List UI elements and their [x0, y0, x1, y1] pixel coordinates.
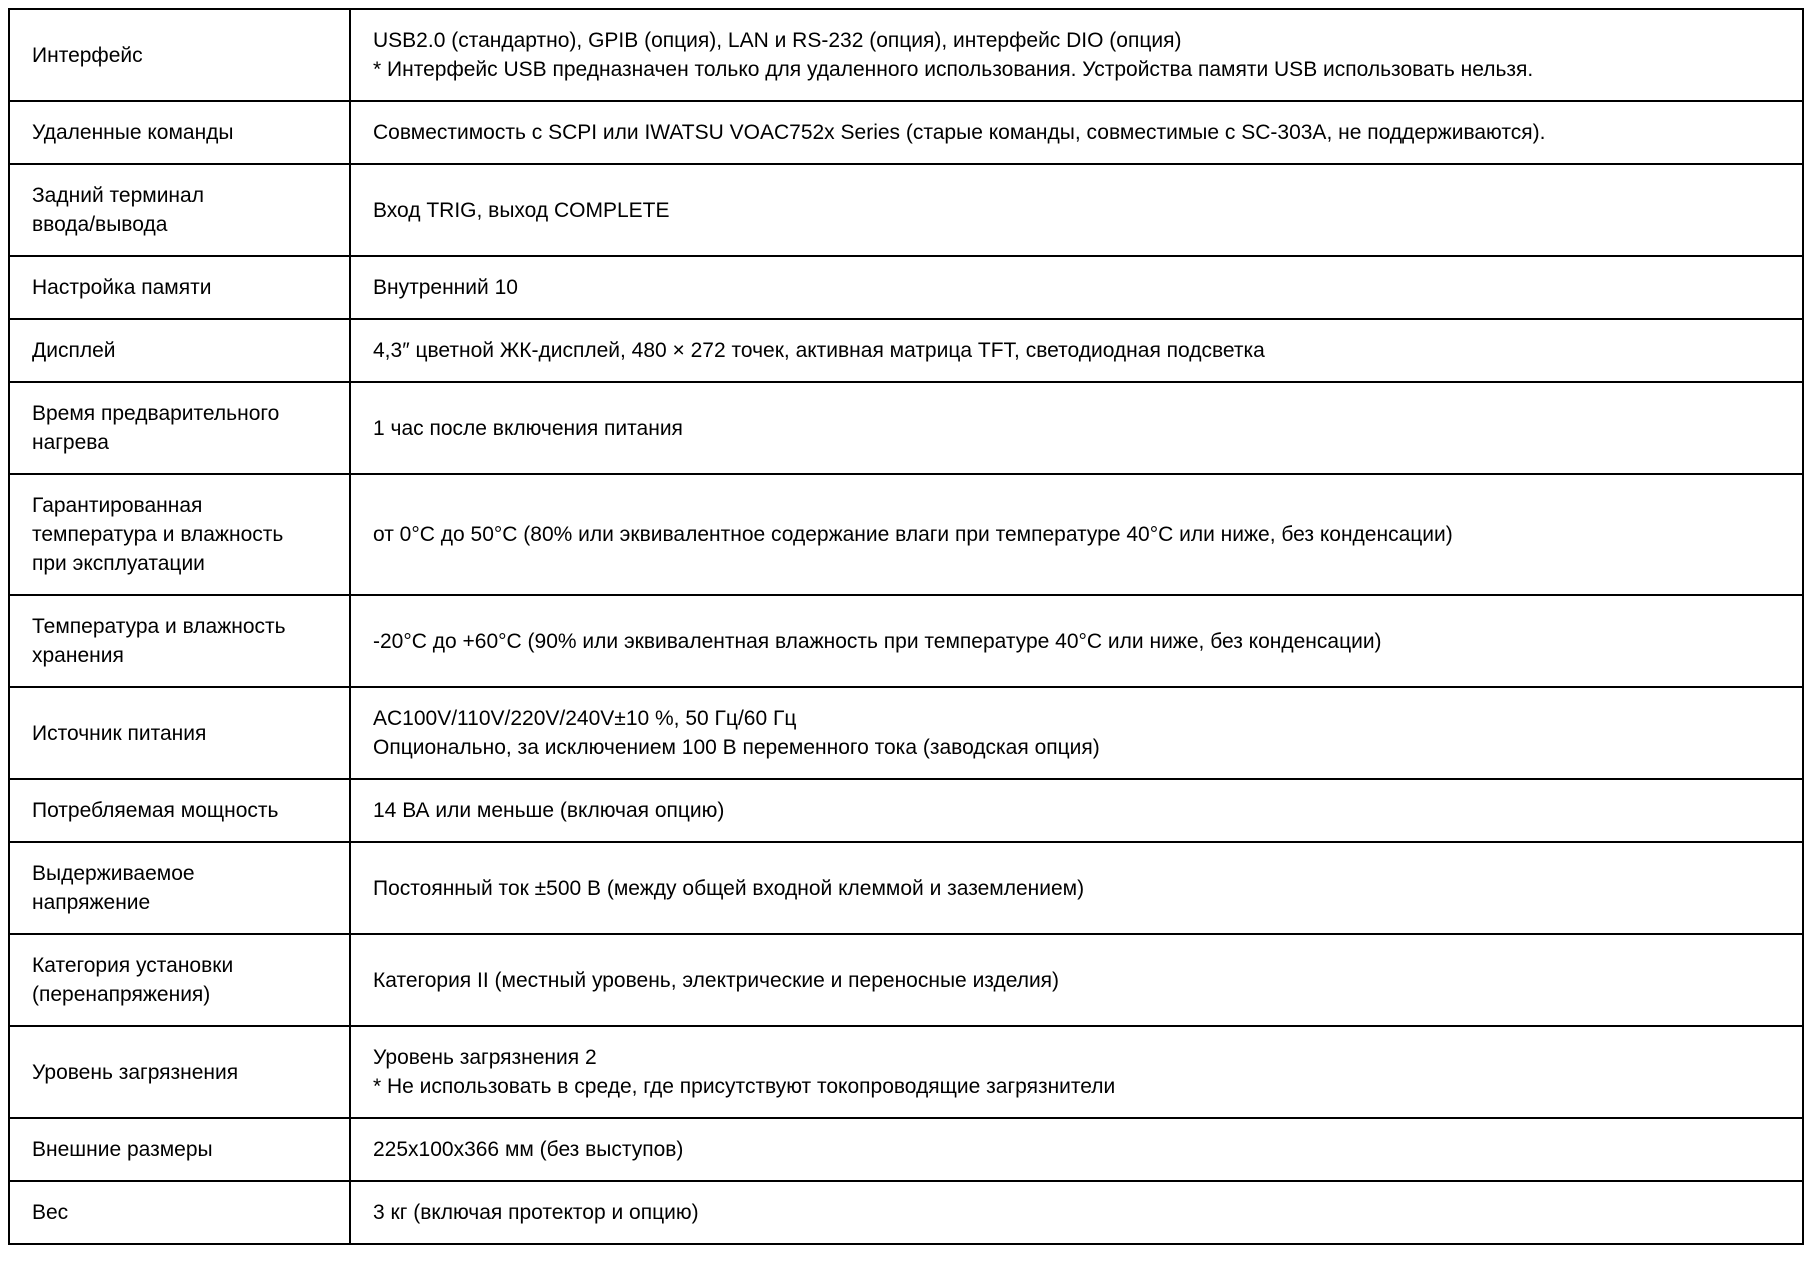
table-row — [9, 164, 1803, 256]
parameter-value-cell — [350, 1118, 1803, 1181]
parameter-value-line: * Не использовать в среде, где присутствуют токопроводящие загрязнители — [373, 1075, 1116, 1098]
parameter-name-line: нагрева — [32, 431, 109, 454]
parameter-value-cell — [350, 101, 1803, 164]
parameter-name-line: напряжение — [32, 891, 151, 914]
table-row — [9, 1026, 1803, 1118]
parameter-name-cell — [9, 1026, 350, 1118]
parameter-value-line: USB2.0 (стандартно), GPIB (опция), LAN и RS-232 (опция), интерфейс DIO (опция) — [373, 29, 1182, 52]
parameter-value-line: Вход TRIG, выход COMPLETE — [373, 198, 670, 222]
parameter-name-line: Внешние размеры — [32, 1138, 213, 1161]
parameter-value-line: Внутренний 10 — [373, 276, 518, 299]
parameter-value-cell — [350, 595, 1803, 687]
parameter-value-line: * Интерфейс USB предназначен только для удаленного использования. Устройства памяти USB использовать нельзя. — [373, 58, 1534, 81]
parameter-name-cell — [9, 595, 350, 687]
parameter-name-line: Выдерживаемое — [32, 862, 195, 885]
specification-table-body — [9, 9, 1803, 1244]
table-row — [9, 687, 1803, 779]
parameter-name-cell — [9, 474, 350, 595]
parameter-name-line: при эксплуатации — [32, 552, 205, 575]
table-row — [9, 934, 1803, 1026]
parameter-name-line: Настройка памяти — [32, 276, 212, 299]
parameter-value-line: Совместимость с SCPI или IWATSU VOAC752x Series (старые команды, совместимые с SC-303A, не поддерживаются). — [373, 121, 1546, 144]
parameter-value-line: AC100V/110V/220V/240V±10 %, 50 Гц/60 Гц — [373, 707, 797, 730]
parameter-name-line: Дисплей — [32, 339, 116, 362]
parameter-name-line: Задний терминал — [32, 184, 204, 207]
parameter-name-cell — [9, 382, 350, 474]
specification-table — [8, 8, 1804, 1245]
table-row — [9, 1118, 1803, 1181]
parameter-name-cell — [9, 319, 350, 382]
parameter-name-line: Температура и влажность — [32, 615, 286, 638]
parameter-name-line: хранения — [32, 644, 124, 667]
parameter-value-line: Категория II (местный уровень, электрические и переносные изделия) — [373, 968, 1060, 992]
parameter-name-line: Вес — [32, 1201, 69, 1224]
parameter-name-cell — [9, 101, 350, 164]
parameter-name-line: Удаленные команды — [32, 121, 234, 144]
parameter-value-line: от 0°C до 50°C (80% или эквивалентное содержание влаги при температуре 40°C или ниже, без конденсации) — [373, 523, 1453, 546]
table-row — [9, 319, 1803, 382]
parameter-name-line: Уровень загрязнения — [32, 1060, 239, 1084]
parameter-value-cell — [350, 779, 1803, 842]
parameter-name-line: Гарантированная — [32, 494, 203, 517]
parameter-value-cell — [350, 474, 1803, 595]
parameter-value-line: Опционально, за исключением 100 В переменного тока (заводская опция) — [373, 736, 1100, 759]
parameter-name-line: Источник питания — [32, 721, 207, 745]
table-row — [9, 474, 1803, 595]
parameter-value-line: 1 час после включения питания — [373, 416, 683, 440]
parameter-value-cell — [350, 842, 1803, 934]
parameter-value-line: Постоянный ток ±500 В (между общей входной клеммой и заземлением) — [373, 876, 1085, 900]
parameter-name-line: Категория установки — [32, 954, 234, 977]
table-row — [9, 101, 1803, 164]
parameter-value-line: Уровень загрязнения 2 — [373, 1046, 597, 1069]
parameter-name-line: Интерфейс — [32, 43, 143, 67]
parameter-value-line: 14 ВА или меньше (включая опцию) — [373, 799, 725, 822]
table-row — [9, 382, 1803, 474]
parameter-value-line: -20°C до +60°C (90% или эквивалентная влажность при температуре 40°C или ниже, без конденсации) — [373, 629, 1382, 653]
parameter-name-cell — [9, 934, 350, 1026]
parameter-value-cell — [350, 382, 1803, 474]
parameter-value-cell — [350, 9, 1803, 101]
parameter-value-cell — [350, 1026, 1803, 1118]
parameter-name-cell — [9, 9, 350, 101]
parameter-value-line: 225x100x366 мм (без выступов) — [373, 1138, 684, 1161]
parameter-value-line: 3 кг (включая протектор и опцию) — [373, 1201, 699, 1224]
parameter-name-line: Время предварительного — [32, 402, 280, 425]
parameter-value-cell — [350, 687, 1803, 779]
parameter-name-line: температура и влажность — [32, 523, 284, 546]
table-row — [9, 1181, 1803, 1244]
parameter-name-cell — [9, 779, 350, 842]
parameter-name-line: (перенапряжения) — [32, 983, 211, 1006]
parameter-value-line: 4,3″ цветной ЖК-дисплей, 480 × 272 точек, активная матрица TFT, светодиодная подсветка — [373, 339, 1265, 362]
parameter-name-line: Потребляемая мощность — [32, 799, 279, 822]
parameter-name-cell — [9, 842, 350, 934]
table-row — [9, 595, 1803, 687]
parameter-name-cell — [9, 687, 350, 779]
parameter-value-cell — [350, 1181, 1803, 1244]
parameter-value-cell — [350, 934, 1803, 1026]
table-row — [9, 256, 1803, 319]
parameter-value-cell — [350, 164, 1803, 256]
parameter-name-line: ввода/вывода — [32, 213, 168, 236]
table-row — [9, 842, 1803, 934]
parameter-value-cell — [350, 256, 1803, 319]
parameter-name-cell — [9, 1181, 350, 1244]
parameter-value-cell — [350, 319, 1803, 382]
table-row — [9, 9, 1803, 101]
parameter-name-cell — [9, 1118, 350, 1181]
parameter-name-cell — [9, 256, 350, 319]
parameter-name-cell — [9, 164, 350, 256]
table-row — [9, 779, 1803, 842]
